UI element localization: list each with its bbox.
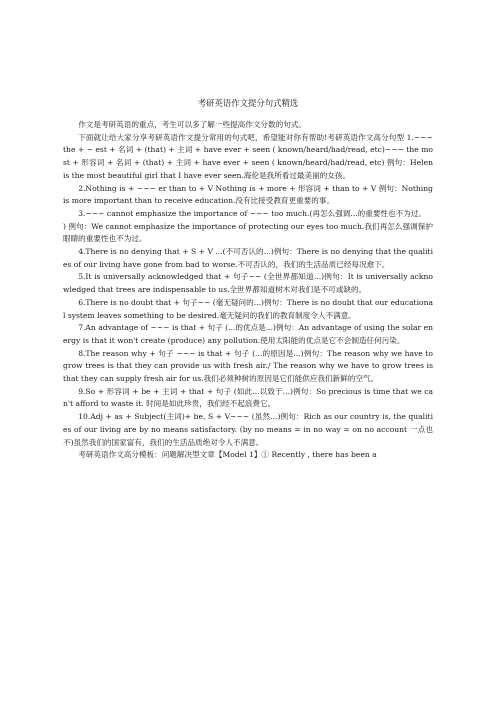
paragraph-pattern-7: 7.An advantage of ~~~ is that + 句子 (...的优点是...)例句：An advantage of using the solar energy is that it won't create (produce) any pollution.使用太阳能的优点是它不会制造任何污染。: [63, 323, 433, 345]
paragraph-pattern-4: 4.There is no denying that + S + V ...(不可否认的...)例句：There is no denying that the qualities of our living have gone from bad to worse.不可否认的，我们的生活品质已经每况愈下。: [63, 247, 433, 269]
paragraph-model-template: 考研英语作文高分模板：问题解决型文章【Model 1】① Recently , there has been a: [78, 450, 377, 460]
paragraph-pattern-8: 8.The reason why + 句子 ~~~ is that + 句子 (...的原因是...)例句：The reason why we have to grow trees is that they can provide us with fresh air./ The reason why we have to grow trees is that they can supply fresh air for us.我们必须种树的原因是它们能供应我们新鲜的空气。: [63, 348, 433, 384]
paragraph-pattern-1: 下面就让给大家分享考研英语作文提分常用的句式吧，希望能对你有帮助!考研英语作文高分句型 1.~~~ the + ~ est + 名词 + (that) + 主词 + have ever + seen ( known/heard/had/read, etc)~~~ the most + 形容词 + 名词 + (that) + 主词 + have ever + seen ( known/heard/had/read, etc) 例句：Helen is the most beautiful girl that I have ever seen.海伦是我所看过最美丽的女孩。: [63, 132, 433, 180]
paragraph-pattern-3-example: ) 例句：We cannot emphasize the importance of protecting our eyes too much.我们再怎么强调保护眼睛的重要性也不为过。: [63, 221, 433, 244]
paragraph-pattern-6: 6.There is no doubt that + 句子~~ (毫无疑问的...)例句：There is no doubt that our educational system leaves something to be desired.毫无疑问的我们的教育制度令人不满意。: [63, 297, 433, 320]
paragraph-pattern-3: 3.~~~ cannot emphasize the importance of ~~~ too much.(再怎么强调...的重要性也不为过。: [78, 208, 426, 218]
paragraph-pattern-5: 5.It is universally acknowledged that + 句子~~ (全世界都知道...)例句：It is universally acknowledged that trees are indispensable to us.全世界都知道树木对我们是不可或缺的。: [63, 272, 433, 295]
paragraph-pattern-2: 2.Nothing is + ~~~ er than to + V Nothing is + more + 形容词 + than to + V 例句：Nothing is more important than to receive education.没有比接受教育更重要的事。: [63, 183, 433, 206]
document-title: 考研英语作文提分句式精选: [197, 98, 299, 108]
document-body: [63, 119, 433, 462]
paragraph-intro: 作文是考研英语的重点，考生可以多了解一些提高作文分数的句式。: [78, 120, 306, 129]
paragraph-pattern-10: 10.Adj + as + Subject(主词)+ be, S + V~~~ (虽然...)例句：Rich as our country is, the qualities of our living are by no means satisfactory. (by no means = in no way = on no account 一点也不)虽然我们的国家富有，我们的生活品质绝对令人不满意。: [63, 412, 433, 447]
paragraph-pattern-9: 9.So + 形容词 + be + 主词 + that + 句子 (如此...以致于...)例句：So precious is time that we can't afford to waste it. 时间是如此珍贵，我们经不起浪费它。: [63, 386, 433, 409]
